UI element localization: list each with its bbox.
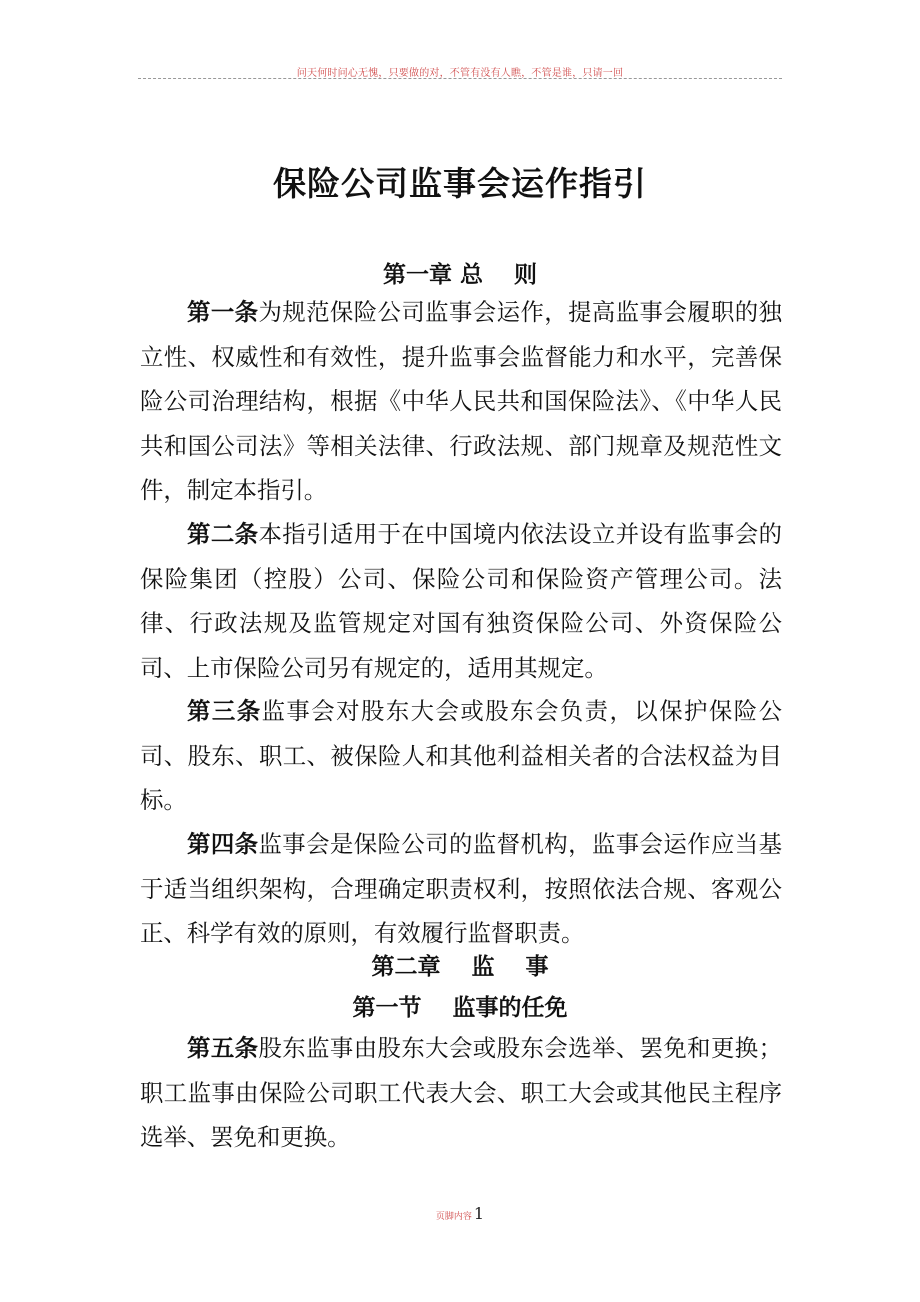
article-paragraph <box>140 822 782 956</box>
article-label: 第二条 <box>187 520 259 548</box>
footer-label: 页脚内容 <box>435 1212 472 1222</box>
article-paragraph <box>140 1026 782 1160</box>
article-paragraph <box>140 290 782 513</box>
article-text: 为规范保险公司监事会运作，提高监事会履职的独立性、权威性和有效性，提升监事会监督能力和水平，完善保险公司治理结构，根据《中华人民共和国保险法》、《中华人民共和国公司法》等相关法律、行政法规、部门规章及规范性文件，制定本指引。 <box>140 298 782 504</box>
header-divider <box>138 78 782 79</box>
chapter-heading: 第一章 总 则 <box>382 262 537 288</box>
article-label: 第一条 <box>187 298 259 326</box>
article-paragraph <box>140 512 782 690</box>
document-title: 保险公司监事会运作指引 <box>273 164 647 203</box>
page-footer <box>0 1204 920 1223</box>
section-heading: 第一节 监事的任免 <box>352 995 568 1021</box>
article-label: 第五条 <box>187 1034 259 1062</box>
article-paragraph <box>140 689 782 823</box>
article-text: 本指引适用于在中国境内依法设立并设有监事会的保险集团（控股）公司、保险公司和保险资产管理公司。法律、行政法规及监管规定对国有独资保险公司、外资保险公司、上市保险公司另有规定的，适用其规定。 <box>140 520 782 682</box>
article-text: 股东监事由股东大会或股东会选举、罢免和更换；职工监事由保险公司职工代表大会、职工大会或其他民主程序选举、罢免和更换。 <box>140 1034 782 1151</box>
article-label: 第三条 <box>187 697 262 725</box>
article-label: 第四条 <box>187 830 259 858</box>
page-number: 1 <box>473 1204 485 1223</box>
article-text: 监事会对股东大会或股东会负责，以保护保险公司、股东、职工、被保险人和其他利益相关者的合法权益为目标。 <box>140 697 783 814</box>
chapter-heading: 第二章 监 事 <box>371 954 549 980</box>
header-note: 问天何时问心无愧，只要做的对，不管有没有人瞧，不管是谁，只请一回 <box>296 68 624 79</box>
article-text: 监事会是保险公司的监督机构，监事会运作应当基于适当组织架构，合理确定职责权利，按照依法合规、客观公正、科学有效的原则，有效履行监督职责。 <box>140 830 782 947</box>
